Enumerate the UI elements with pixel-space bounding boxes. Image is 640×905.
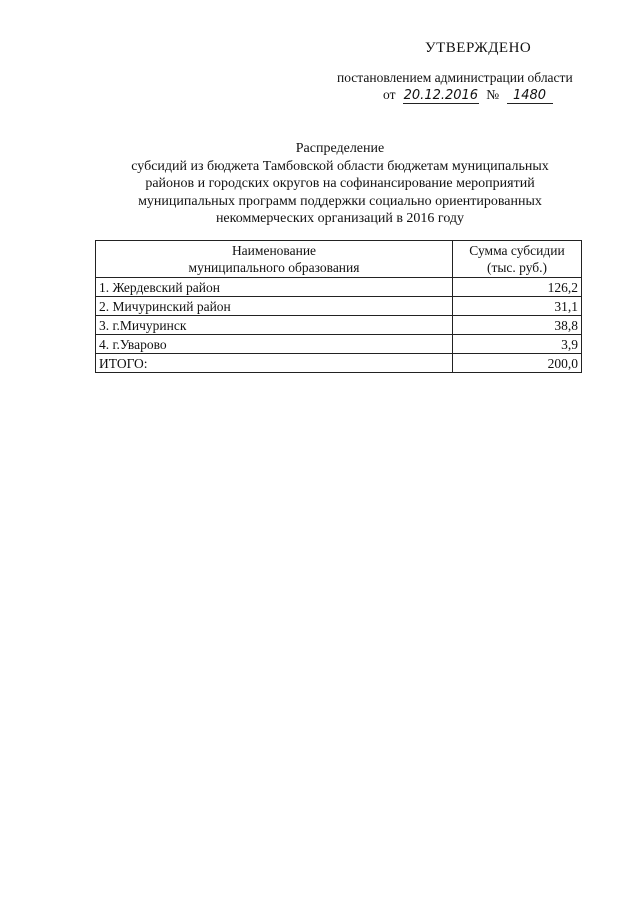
approval-date-number <box>383 87 553 104</box>
table-row <box>96 297 582 316</box>
row-amount: 126,2 <box>453 278 582 297</box>
from-label: от <box>383 87 396 102</box>
number-label: № <box>486 87 500 102</box>
header-name-line2: муниципального образования <box>188 260 360 275</box>
header-amount-line2: (тыс. руб.) <box>486 260 548 275</box>
table-row <box>96 335 582 354</box>
header-name-column <box>96 241 453 278</box>
total-label: ИТОГО: <box>96 354 453 373</box>
heading-line: некоммерческих организаций в 2016 году <box>215 211 465 226</box>
row-name: 2. Мичуринский район <box>96 297 453 316</box>
row-name: 3. г.Мичуринск <box>96 316 453 335</box>
row-amount: 3,9 <box>453 335 582 354</box>
heading-line: районов и городских округов на софинансирование мероприятий <box>145 176 535 191</box>
table-header-row <box>96 241 582 278</box>
approval-title: УТВЕРЖДЕНО <box>425 40 532 56</box>
row-amount: 31,1 <box>453 297 582 316</box>
handwritten-number: 1480 <box>507 89 553 104</box>
header-amount-column <box>453 241 582 278</box>
table-row <box>96 316 582 335</box>
subsidy-table <box>95 240 582 373</box>
row-name: 4. г.Уварово <box>96 335 453 354</box>
approval-resolution-text: постановлением администрации области <box>337 70 573 85</box>
table-row <box>96 278 582 297</box>
row-amount: 38,8 <box>453 316 582 335</box>
header-name-line1: Наименование <box>231 243 317 258</box>
document-heading <box>100 140 580 228</box>
total-amount: 200,0 <box>453 354 582 373</box>
heading-line: субсидий из бюджета Тамбовской области бюджетам муниципальных <box>131 158 549 174</box>
heading-title: Распределение <box>295 141 385 156</box>
heading-line: муниципальных программ поддержки социально ориентированных <box>138 193 542 209</box>
row-name: 1. Жердевский район <box>96 278 453 297</box>
table-total-row <box>96 354 582 373</box>
handwritten-date: 20.12.2016 <box>403 88 479 103</box>
header-amount-line1: Сумма субсидии <box>469 243 565 258</box>
